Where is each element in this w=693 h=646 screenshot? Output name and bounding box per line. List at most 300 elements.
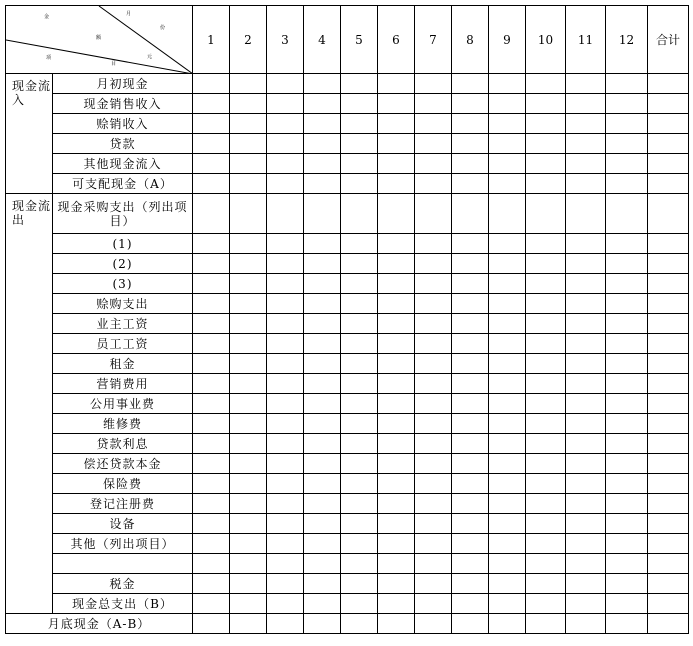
value-cell[interactable]	[566, 414, 606, 434]
value-cell[interactable]	[526, 494, 566, 514]
value-cell[interactable]	[415, 74, 452, 94]
value-cell[interactable]	[606, 394, 648, 414]
value-cell[interactable]	[606, 434, 648, 454]
value-cell[interactable]	[267, 74, 304, 94]
value-cell[interactable]	[193, 234, 230, 254]
value-cell[interactable]	[304, 614, 341, 634]
value-cell[interactable]	[526, 74, 566, 94]
value-cell[interactable]	[415, 94, 452, 114]
value-cell[interactable]	[304, 194, 341, 234]
value-cell[interactable]	[648, 514, 689, 534]
value-cell[interactable]	[230, 374, 267, 394]
value-cell[interactable]	[489, 194, 526, 234]
value-cell[interactable]	[452, 534, 489, 554]
value-cell[interactable]	[415, 594, 452, 614]
value-cell[interactable]	[341, 434, 378, 454]
value-cell[interactable]	[526, 394, 566, 414]
value-cell[interactable]	[566, 614, 606, 634]
value-cell[interactable]	[304, 594, 341, 614]
value-cell[interactable]	[267, 234, 304, 254]
value-cell[interactable]	[304, 554, 341, 574]
value-cell[interactable]	[230, 414, 267, 434]
value-cell[interactable]	[648, 494, 689, 514]
value-cell[interactable]	[378, 514, 415, 534]
value-cell[interactable]	[193, 174, 230, 194]
value-cell[interactable]	[452, 554, 489, 574]
value-cell[interactable]	[566, 554, 606, 574]
value-cell[interactable]	[304, 234, 341, 254]
value-cell[interactable]	[267, 554, 304, 574]
value-cell[interactable]	[267, 94, 304, 114]
value-cell[interactable]	[193, 434, 230, 454]
value-cell[interactable]	[648, 614, 689, 634]
value-cell[interactable]	[267, 534, 304, 554]
value-cell[interactable]	[193, 554, 230, 574]
value-cell[interactable]	[378, 74, 415, 94]
value-cell[interactable]	[648, 454, 689, 474]
value-cell[interactable]	[267, 274, 304, 294]
value-cell[interactable]	[193, 534, 230, 554]
value-cell[interactable]	[526, 154, 566, 174]
value-cell[interactable]	[230, 254, 267, 274]
value-cell[interactable]	[606, 334, 648, 354]
value-cell[interactable]	[489, 594, 526, 614]
value-cell[interactable]	[415, 474, 452, 494]
value-cell[interactable]	[230, 174, 267, 194]
value-cell[interactable]	[267, 494, 304, 514]
value-cell[interactable]	[526, 374, 566, 394]
value-cell[interactable]	[378, 414, 415, 434]
value-cell[interactable]	[378, 534, 415, 554]
value-cell[interactable]	[648, 314, 689, 334]
value-cell[interactable]	[526, 514, 566, 534]
value-cell[interactable]	[566, 474, 606, 494]
value-cell[interactable]	[415, 274, 452, 294]
value-cell[interactable]	[415, 334, 452, 354]
value-cell[interactable]	[193, 614, 230, 634]
value-cell[interactable]	[648, 374, 689, 394]
value-cell[interactable]	[526, 334, 566, 354]
value-cell[interactable]	[648, 334, 689, 354]
value-cell[interactable]	[378, 374, 415, 394]
value-cell[interactable]	[526, 354, 566, 374]
value-cell[interactable]	[267, 514, 304, 534]
value-cell[interactable]	[489, 454, 526, 474]
value-cell[interactable]	[489, 494, 526, 514]
value-cell[interactable]	[230, 594, 267, 614]
value-cell[interactable]	[341, 274, 378, 294]
value-cell[interactable]	[267, 414, 304, 434]
value-cell[interactable]	[526, 254, 566, 274]
value-cell[interactable]	[566, 454, 606, 474]
value-cell[interactable]	[452, 594, 489, 614]
value-cell[interactable]	[267, 134, 304, 154]
value-cell[interactable]	[415, 554, 452, 574]
value-cell[interactable]	[489, 514, 526, 534]
value-cell[interactable]	[193, 334, 230, 354]
value-cell[interactable]	[341, 294, 378, 314]
value-cell[interactable]	[193, 194, 230, 234]
value-cell[interactable]	[193, 594, 230, 614]
value-cell[interactable]	[193, 274, 230, 294]
value-cell[interactable]	[452, 114, 489, 134]
value-cell[interactable]	[304, 494, 341, 514]
value-cell[interactable]	[341, 414, 378, 434]
value-cell[interactable]	[230, 394, 267, 414]
value-cell[interactable]	[566, 514, 606, 534]
value-cell[interactable]	[606, 154, 648, 174]
value-cell[interactable]	[566, 574, 606, 594]
value-cell[interactable]	[606, 514, 648, 534]
value-cell[interactable]	[304, 94, 341, 114]
value-cell[interactable]	[378, 254, 415, 274]
value-cell[interactable]	[526, 474, 566, 494]
value-cell[interactable]	[193, 74, 230, 94]
value-cell[interactable]	[304, 474, 341, 494]
value-cell[interactable]	[566, 394, 606, 414]
value-cell[interactable]	[526, 234, 566, 254]
value-cell[interactable]	[230, 474, 267, 494]
value-cell[interactable]	[230, 74, 267, 94]
value-cell[interactable]	[267, 194, 304, 234]
value-cell[interactable]	[648, 254, 689, 274]
value-cell[interactable]	[267, 374, 304, 394]
value-cell[interactable]	[267, 314, 304, 334]
value-cell[interactable]	[606, 374, 648, 394]
value-cell[interactable]	[415, 374, 452, 394]
value-cell[interactable]	[415, 574, 452, 594]
value-cell[interactable]	[378, 174, 415, 194]
value-cell[interactable]	[304, 174, 341, 194]
value-cell[interactable]	[341, 494, 378, 514]
value-cell[interactable]	[648, 434, 689, 454]
value-cell[interactable]	[193, 474, 230, 494]
value-cell[interactable]	[341, 354, 378, 374]
value-cell[interactable]	[648, 94, 689, 114]
value-cell[interactable]	[489, 394, 526, 414]
value-cell[interactable]	[230, 514, 267, 534]
value-cell[interactable]	[648, 174, 689, 194]
value-cell[interactable]	[230, 314, 267, 334]
value-cell[interactable]	[452, 194, 489, 234]
value-cell[interactable]	[193, 114, 230, 134]
value-cell[interactable]	[606, 254, 648, 274]
value-cell[interactable]	[378, 354, 415, 374]
value-cell[interactable]	[566, 234, 606, 254]
value-cell[interactable]	[606, 114, 648, 134]
value-cell[interactable]	[304, 274, 341, 294]
value-cell[interactable]	[378, 494, 415, 514]
value-cell[interactable]	[230, 534, 267, 554]
value-cell[interactable]	[606, 494, 648, 514]
value-cell[interactable]	[566, 134, 606, 154]
value-cell[interactable]	[452, 514, 489, 534]
value-cell[interactable]	[526, 454, 566, 474]
value-cell[interactable]	[378, 454, 415, 474]
value-cell[interactable]	[341, 334, 378, 354]
value-cell[interactable]	[566, 374, 606, 394]
value-cell[interactable]	[304, 394, 341, 414]
value-cell[interactable]	[304, 294, 341, 314]
value-cell[interactable]	[341, 594, 378, 614]
value-cell[interactable]	[526, 194, 566, 234]
value-cell[interactable]	[452, 434, 489, 454]
value-cell[interactable]	[341, 574, 378, 594]
value-cell[interactable]	[566, 314, 606, 334]
value-cell[interactable]	[606, 194, 648, 234]
value-cell[interactable]	[415, 534, 452, 554]
value-cell[interactable]	[415, 134, 452, 154]
value-cell[interactable]	[267, 434, 304, 454]
value-cell[interactable]	[304, 374, 341, 394]
value-cell[interactable]	[341, 514, 378, 534]
value-cell[interactable]	[489, 434, 526, 454]
value-cell[interactable]	[378, 594, 415, 614]
value-cell[interactable]	[267, 474, 304, 494]
value-cell[interactable]	[304, 314, 341, 334]
value-cell[interactable]	[230, 614, 267, 634]
value-cell[interactable]	[193, 154, 230, 174]
value-cell[interactable]	[341, 394, 378, 414]
value-cell[interactable]	[489, 334, 526, 354]
value-cell[interactable]	[606, 574, 648, 594]
value-cell[interactable]	[526, 614, 566, 634]
value-cell[interactable]	[566, 194, 606, 234]
value-cell[interactable]	[341, 254, 378, 274]
value-cell[interactable]	[415, 354, 452, 374]
value-cell[interactable]	[606, 274, 648, 294]
value-cell[interactable]	[193, 414, 230, 434]
value-cell[interactable]	[526, 534, 566, 554]
value-cell[interactable]	[304, 434, 341, 454]
value-cell[interactable]	[267, 614, 304, 634]
value-cell[interactable]	[566, 534, 606, 554]
value-cell[interactable]	[304, 414, 341, 434]
value-cell[interactable]	[566, 334, 606, 354]
value-cell[interactable]	[267, 254, 304, 274]
value-cell[interactable]	[566, 494, 606, 514]
value-cell[interactable]	[230, 454, 267, 474]
value-cell[interactable]	[378, 274, 415, 294]
value-cell[interactable]	[526, 274, 566, 294]
value-cell[interactable]	[230, 294, 267, 314]
value-cell[interactable]	[341, 534, 378, 554]
value-cell[interactable]	[648, 474, 689, 494]
value-cell[interactable]	[648, 234, 689, 254]
value-cell[interactable]	[378, 434, 415, 454]
value-cell[interactable]	[415, 174, 452, 194]
value-cell[interactable]	[341, 114, 378, 134]
value-cell[interactable]	[566, 294, 606, 314]
value-cell[interactable]	[267, 454, 304, 474]
value-cell[interactable]	[526, 554, 566, 574]
value-cell[interactable]	[489, 374, 526, 394]
value-cell[interactable]	[341, 374, 378, 394]
value-cell[interactable]	[378, 614, 415, 634]
value-cell[interactable]	[452, 474, 489, 494]
value-cell[interactable]	[566, 94, 606, 114]
value-cell[interactable]	[230, 334, 267, 354]
value-cell[interactable]	[230, 114, 267, 134]
value-cell[interactable]	[489, 534, 526, 554]
value-cell[interactable]	[566, 174, 606, 194]
value-cell[interactable]	[415, 614, 452, 634]
value-cell[interactable]	[452, 294, 489, 314]
value-cell[interactable]	[452, 414, 489, 434]
value-cell[interactable]	[526, 434, 566, 454]
value-cell[interactable]	[526, 314, 566, 334]
value-cell[interactable]	[606, 134, 648, 154]
value-cell[interactable]	[606, 614, 648, 634]
value-cell[interactable]	[606, 474, 648, 494]
value-cell[interactable]	[193, 94, 230, 114]
value-cell[interactable]	[378, 234, 415, 254]
value-cell[interactable]	[193, 294, 230, 314]
value-cell[interactable]	[230, 494, 267, 514]
value-cell[interactable]	[526, 134, 566, 154]
value-cell[interactable]	[341, 234, 378, 254]
value-cell[interactable]	[648, 534, 689, 554]
value-cell[interactable]	[526, 574, 566, 594]
value-cell[interactable]	[452, 574, 489, 594]
value-cell[interactable]	[606, 294, 648, 314]
value-cell[interactable]	[648, 394, 689, 414]
value-cell[interactable]	[452, 134, 489, 154]
value-cell[interactable]	[341, 454, 378, 474]
value-cell[interactable]	[489, 74, 526, 94]
value-cell[interactable]	[489, 314, 526, 334]
value-cell[interactable]	[193, 454, 230, 474]
value-cell[interactable]	[606, 74, 648, 94]
value-cell[interactable]	[452, 94, 489, 114]
value-cell[interactable]	[452, 174, 489, 194]
value-cell[interactable]	[489, 154, 526, 174]
value-cell[interactable]	[452, 234, 489, 254]
value-cell[interactable]	[566, 274, 606, 294]
value-cell[interactable]	[648, 114, 689, 134]
value-cell[interactable]	[230, 234, 267, 254]
value-cell[interactable]	[230, 134, 267, 154]
value-cell[interactable]	[304, 154, 341, 174]
value-cell[interactable]	[267, 114, 304, 134]
value-cell[interactable]	[304, 534, 341, 554]
value-cell[interactable]	[489, 554, 526, 574]
value-cell[interactable]	[193, 314, 230, 334]
value-cell[interactable]	[606, 314, 648, 334]
value-cell[interactable]	[341, 614, 378, 634]
value-cell[interactable]	[566, 154, 606, 174]
value-cell[interactable]	[648, 294, 689, 314]
value-cell[interactable]	[378, 114, 415, 134]
value-cell[interactable]	[304, 134, 341, 154]
value-cell[interactable]	[452, 254, 489, 274]
value-cell[interactable]	[378, 294, 415, 314]
value-cell[interactable]	[526, 414, 566, 434]
value-cell[interactable]	[489, 614, 526, 634]
value-cell[interactable]	[415, 434, 452, 454]
value-cell[interactable]	[304, 114, 341, 134]
value-cell[interactable]	[304, 74, 341, 94]
value-cell[interactable]	[341, 134, 378, 154]
value-cell[interactable]	[452, 314, 489, 334]
value-cell[interactable]	[648, 134, 689, 154]
value-cell[interactable]	[193, 514, 230, 534]
value-cell[interactable]	[606, 594, 648, 614]
value-cell[interactable]	[193, 254, 230, 274]
value-cell[interactable]	[304, 354, 341, 374]
value-cell[interactable]	[341, 94, 378, 114]
value-cell[interactable]	[452, 354, 489, 374]
value-cell[interactable]	[415, 314, 452, 334]
value-cell[interactable]	[489, 254, 526, 274]
value-cell[interactable]	[341, 74, 378, 94]
value-cell[interactable]	[489, 354, 526, 374]
value-cell[interactable]	[566, 114, 606, 134]
value-cell[interactable]	[452, 494, 489, 514]
value-cell[interactable]	[526, 174, 566, 194]
value-cell[interactable]	[304, 334, 341, 354]
value-cell[interactable]	[606, 354, 648, 374]
value-cell[interactable]	[489, 414, 526, 434]
value-cell[interactable]	[489, 274, 526, 294]
value-cell[interactable]	[452, 374, 489, 394]
value-cell[interactable]	[193, 494, 230, 514]
value-cell[interactable]	[606, 534, 648, 554]
value-cell[interactable]	[341, 474, 378, 494]
value-cell[interactable]	[304, 574, 341, 594]
value-cell[interactable]	[566, 354, 606, 374]
value-cell[interactable]	[267, 594, 304, 614]
value-cell[interactable]	[378, 474, 415, 494]
value-cell[interactable]	[304, 514, 341, 534]
value-cell[interactable]	[193, 354, 230, 374]
value-cell[interactable]	[230, 194, 267, 234]
value-cell[interactable]	[648, 594, 689, 614]
value-cell[interactable]	[606, 234, 648, 254]
value-cell[interactable]	[415, 514, 452, 534]
value-cell[interactable]	[267, 394, 304, 414]
value-cell[interactable]	[378, 554, 415, 574]
value-cell[interactable]	[566, 254, 606, 274]
value-cell[interactable]	[452, 274, 489, 294]
value-cell[interactable]	[230, 274, 267, 294]
value-cell[interactable]	[267, 574, 304, 594]
value-cell[interactable]	[452, 154, 489, 174]
value-cell[interactable]	[606, 174, 648, 194]
value-cell[interactable]	[378, 334, 415, 354]
value-cell[interactable]	[230, 354, 267, 374]
value-cell[interactable]	[230, 574, 267, 594]
value-cell[interactable]	[230, 554, 267, 574]
value-cell[interactable]	[606, 414, 648, 434]
value-cell[interactable]	[378, 154, 415, 174]
value-cell[interactable]	[526, 294, 566, 314]
value-cell[interactable]	[267, 334, 304, 354]
value-cell[interactable]	[304, 454, 341, 474]
value-cell[interactable]	[230, 154, 267, 174]
value-cell[interactable]	[415, 234, 452, 254]
value-cell[interactable]	[489, 474, 526, 494]
value-cell[interactable]	[378, 394, 415, 414]
value-cell[interactable]	[489, 114, 526, 134]
value-cell[interactable]	[489, 574, 526, 594]
value-cell[interactable]	[452, 74, 489, 94]
value-cell[interactable]	[452, 614, 489, 634]
value-cell[interactable]	[648, 414, 689, 434]
value-cell[interactable]	[452, 394, 489, 414]
value-cell[interactable]	[566, 434, 606, 454]
value-cell[interactable]	[230, 94, 267, 114]
